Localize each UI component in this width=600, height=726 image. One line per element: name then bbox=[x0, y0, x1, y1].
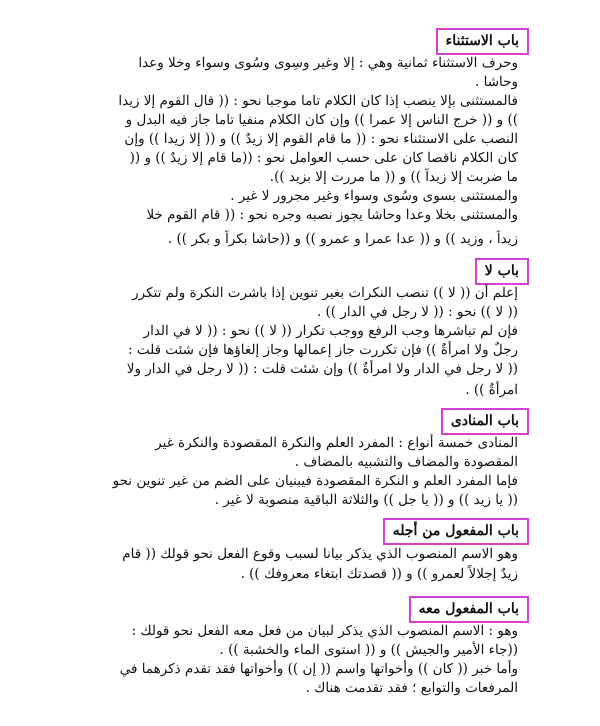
text-line: ما ضربت إلا زيداً )) و (( ما مررت إلا بزيد )). bbox=[269, 169, 518, 185]
text-line: النصب على الاستثناء نحو : (( ما قام القوم إلا زيدٌ )) و (( إلا زيدا )) وإن bbox=[124, 131, 518, 147]
text-line: ((جاء الأمير والجيش )) و (( استوى الماء والخشبة )) . bbox=[219, 642, 518, 658]
text-line: والمستثنى بخلا وعدا وحاشا يجوز نصبه وجره نحو : (( قام القوم خلا bbox=[146, 207, 518, 223]
text-line: (( لا رجل في الدار ولا امرأةٌ )) وإن شئت قلت : (( لا رجل في الدار ولا bbox=[126, 361, 518, 377]
text-line: وحاشا . bbox=[475, 74, 518, 90]
section-heading-la: باب لا bbox=[475, 258, 529, 285]
text-line: المقصودة والمضاف والتشبيه بالمضاف . bbox=[294, 454, 518, 470]
text-line: امرأةٌ )) . bbox=[465, 382, 518, 398]
text-line: )) و (( خرج الناس إلا عمرا )) وإن كان الكلام منفيا تاما جاز فيه البدل و bbox=[125, 112, 518, 128]
section-heading-istithna: باب الاستثناء bbox=[436, 28, 529, 55]
text-line: فإن لم تباشرها وجب الرفع ووجب تكرار (( لا )) نحو : (( لا في الدار bbox=[143, 323, 518, 339]
text-line: فالمستثنى بإلا ينصب إذا كان الكلام تاما موجبا نحو : (( قال القوم إلا زيدا bbox=[118, 93, 518, 109]
text-line: المنادى خمسة أنواع : المفرد العلم والنكرة المقصودة والنكرة غير bbox=[155, 435, 518, 451]
text-line: (( يا زيد )) و (( يا جل )) والثلاثة الباقية منصوبة لا غير . bbox=[214, 492, 518, 508]
text-line: كان الكلام ناقصا كان على حسب العوامل نحو : ((ما قام إلا زيدٌ )) و (( bbox=[129, 150, 518, 166]
text-line: وهو الاسم المنصوب الذي يذكر بيانا لسبب وقوع الفعل نحو قولك (( قام bbox=[122, 546, 518, 562]
text-line: وهو : الاسم المنصوب الذي يذكر لبيان من فعل معه الفعل نحو قولك : bbox=[131, 623, 518, 639]
section-heading-munada: باب المنادى bbox=[441, 408, 529, 435]
text-line: وحرف الاستثناء ثمانية وهي : إلا وغير وسِوى وسُوى وسواء وخلا وعدا bbox=[138, 55, 518, 71]
text-line: المرفعات والتوابع ؛ فقد تقدمت هناك . bbox=[305, 680, 518, 696]
text-line: رجلٌ ولا امرأةٌ )) فإن تكررت جاز إعمالها وجاز إلغاؤها فإن شئت قلت : bbox=[128, 342, 518, 358]
section-heading-maful-min-ajlih: باب المفعول من أجله bbox=[383, 518, 529, 545]
text-line: (( لا )) نحو : (( لا رجل في الدار )) . bbox=[316, 304, 518, 320]
text-line: وأما خبر (( كان )) وأخواتها واسم (( إن )) وأخواتها فقد تقدم ذكرهما في bbox=[119, 661, 518, 677]
text-line: إعلم أن (( لا )) تنصب النكرات بغير تنوين إذا باشرت النكرة ولم تتكرر bbox=[132, 285, 518, 301]
section-heading-maful-maah: باب المفعول معه bbox=[409, 596, 529, 623]
text-line: والمستثنى بسوى وسُوى وسواء وغير مجرور لا غير . bbox=[230, 188, 518, 204]
text-line: فإما المفرد العلم و النكرة المقصودة فيبنيان على الضم من غير تنوين نحو bbox=[112, 473, 518, 489]
text-line: زيداً ، وزيد )) و (( عدا عمرا و عمرو )) و ((حاشا بكراً و بكر )) . bbox=[167, 231, 518, 247]
text-line: زيدٌ إجلالاً لعمرو )) و (( قصدتك ابتغاء معروفك )) . bbox=[240, 566, 518, 582]
